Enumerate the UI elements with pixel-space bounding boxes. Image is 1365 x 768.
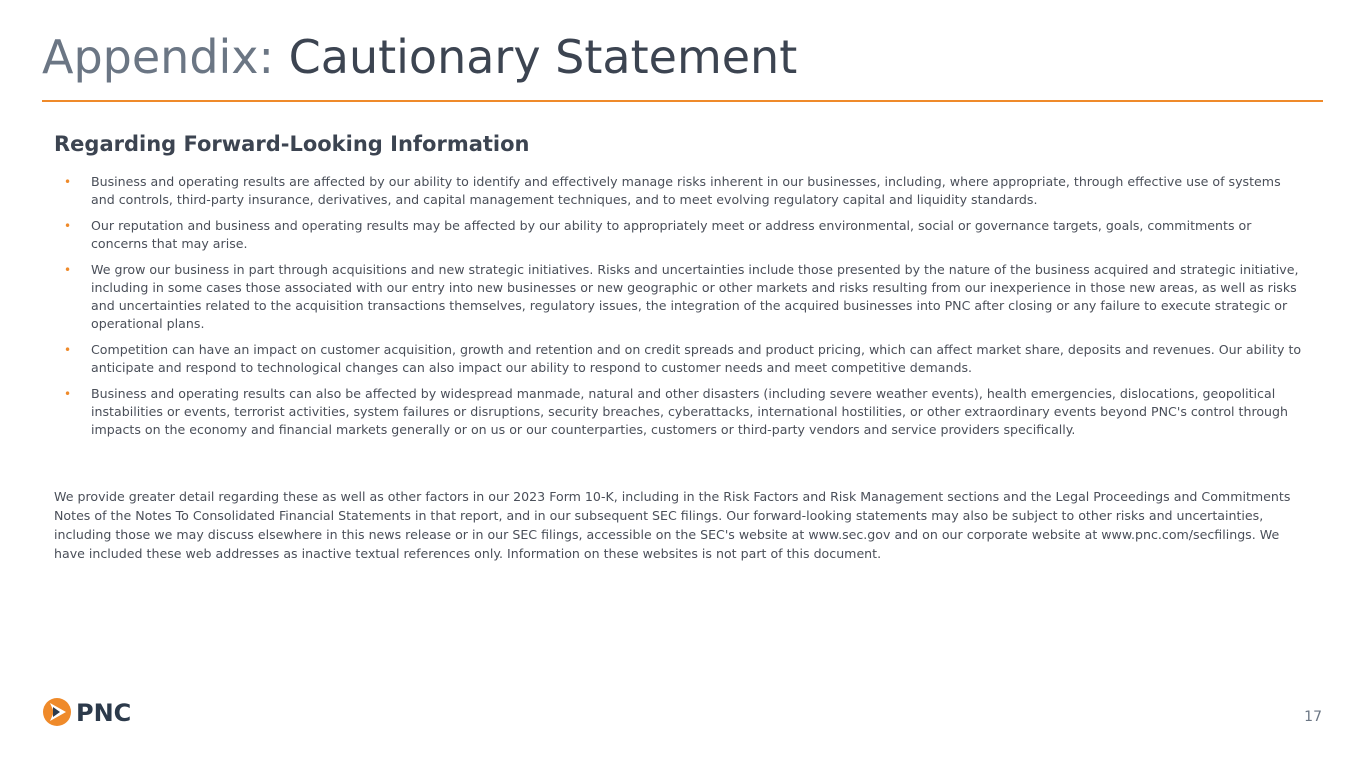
bullet-icon: • <box>64 343 72 357</box>
bullet-icon: • <box>64 175 72 189</box>
page-number: 17 <box>1304 709 1322 725</box>
closing-paragraph: We provide greater detail regarding these as well as other factors in our 2023 Form 10-K, including in the Risk Factors and Risk Management sections and the Legal Proceedings and Commitments Notes of the Notes To Consolidated Financial Statements in that report, and in our subsequent SEC filings. Our forward-looking statements may also be subject to other risks and uncertainties, including those we may discuss elsewhere in this news release or in our SEC filings, accessible on the SEC's website at www.sec.gov and on our corporate website at www.pnc.com/secfilings. We have included these web addresses as inactive textual references only. Information on these websites is not part of this document. <box>54 489 1291 561</box>
list-item <box>64 217 1304 253</box>
list-item <box>64 341 1304 377</box>
pnc-logo <box>42 696 152 728</box>
pnc-logo-text: PNC <box>76 699 132 727</box>
bullet-icon: • <box>64 387 72 401</box>
title-divider <box>42 100 1323 102</box>
list-item <box>64 173 1304 209</box>
bullet-icon: • <box>64 219 72 233</box>
page-title <box>42 26 797 88</box>
bullet-text: Business and operating results are affected by our ability to identify and effectively manage risks inherent in our businesses, including, where appropriate, through effective use of systems and controls, third-party insurance, derivatives, and capital management techniques, and to meet evolving regulatory capital and liquidity standards. <box>91 174 1281 207</box>
bullet-text: Our reputation and business and operating results may be affected by our ability to appropriately meet or address environmental, social or governance targets, goals, commitments or concerns that may arise. <box>91 218 1252 251</box>
bullet-text: We grow our business in part through acquisitions and new strategic initiatives. Risks and uncertainties include those presented by the nature of the business acquired and strategic initiative, including in some cases those associated with our entry into new businesses or new geographic or other markets and risks resulting from our inexperience in those new areas, as well as risks and uncertainties related to the acquisition transactions themselves, regulatory issues, the integration of the acquired businesses into PNC after closing or any failure to execute strategic or operational plans. <box>91 262 1299 331</box>
bullet-icon: • <box>64 263 72 277</box>
pnc-arrow-logo-icon <box>43 698 71 726</box>
page-title-prefix: Appendix: <box>42 30 275 84</box>
list-item <box>64 261 1304 333</box>
risk-bullet-list <box>64 173 1304 447</box>
section-heading: Regarding Forward-Looking Information <box>54 132 530 156</box>
list-item <box>64 385 1304 439</box>
page-title-main: Cautionary Statement <box>288 30 798 84</box>
bullet-text: Business and operating results can also be affected by widespread manmade, natural and other disasters (including severe weather events), health emergencies, dislocations, geopolitical instabilities or events, terrorist activities, system failures or disruptions, security breaches, cyberattacks, international hostilities, or other extraordinary events beyond PNC's control through impacts on the economy and financial markets generally or on us or our counterparties, customers or third-party vendors and service providers specifically. <box>91 386 1289 437</box>
bullet-text: Competition can have an impact on customer acquisition, growth and retention and on credit spreads and product pricing, which can affect market share, deposits and revenues. Our ability to anticipate and respond to technological changes can also impact our ability to respond to customer needs and meet competitive demands. <box>91 342 1302 375</box>
